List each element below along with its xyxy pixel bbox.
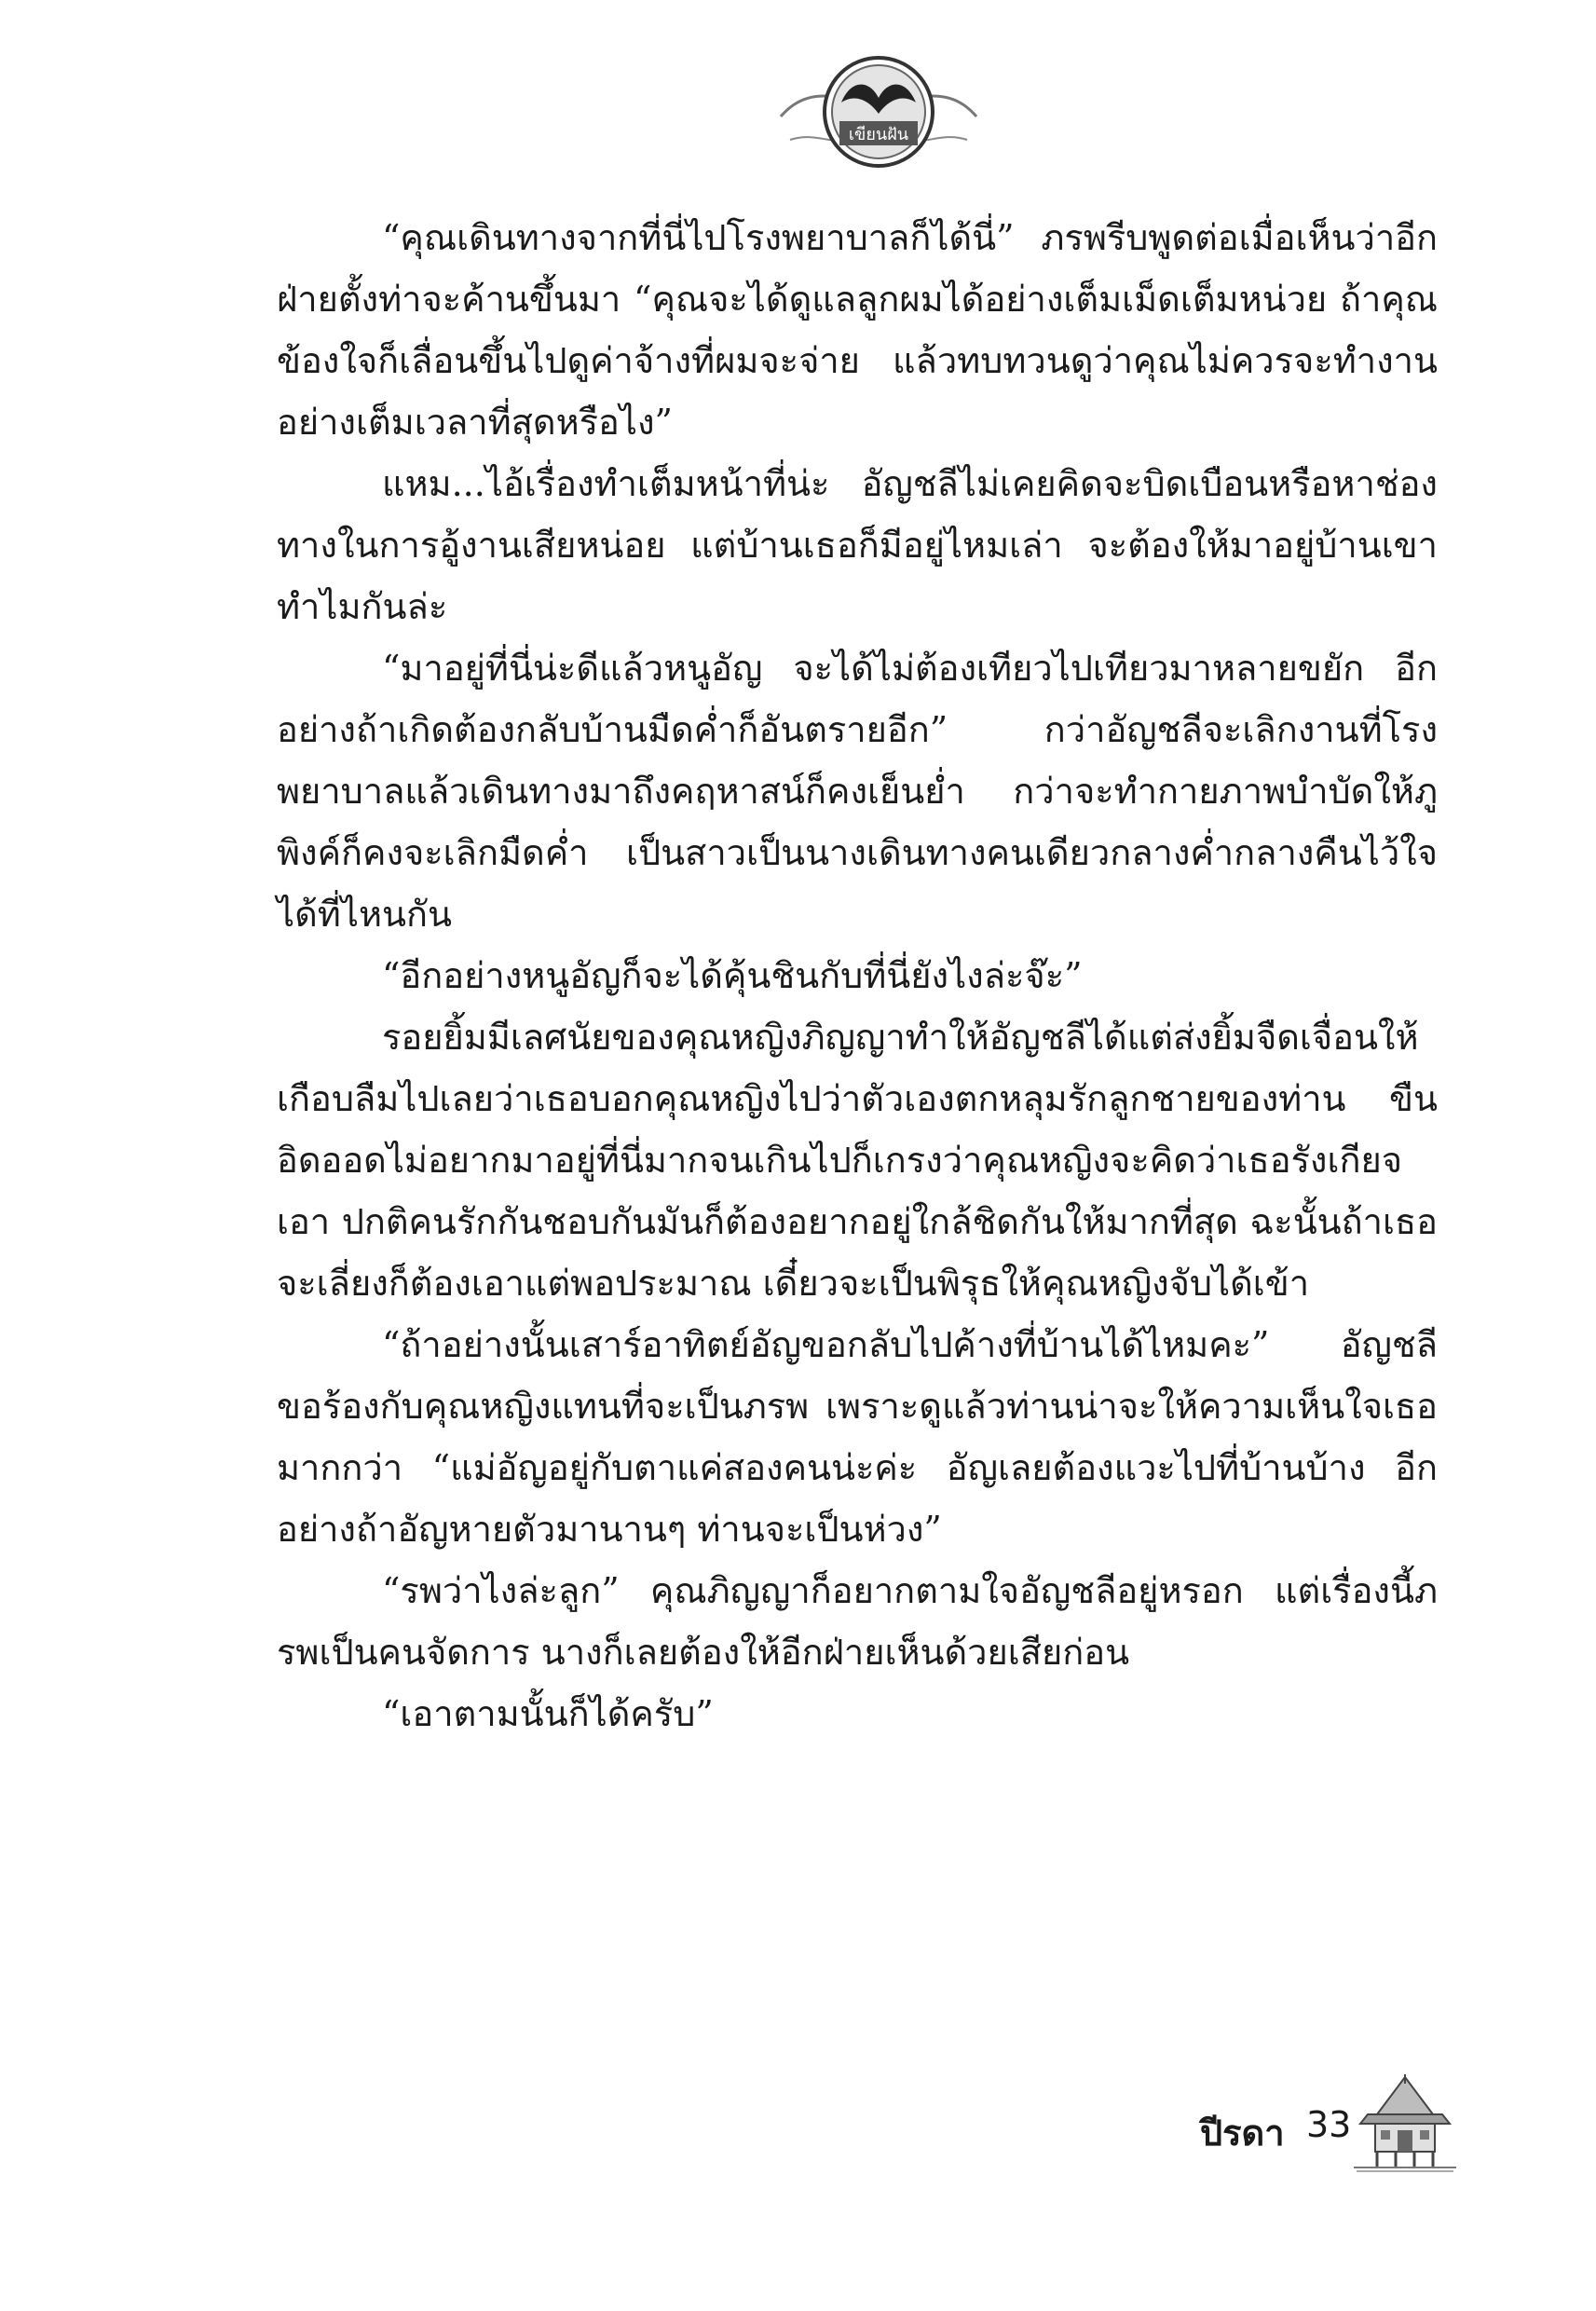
book-title: ปีรดา bbox=[1200, 2113, 1285, 2154]
paragraph: “เอาตามนั้นก็ได้ครับ” bbox=[382, 1693, 714, 1734]
svg-text:เขียนฝัน: เขียนฝัน bbox=[848, 125, 909, 144]
page-footer bbox=[1060, 2072, 1461, 2184]
paragraph: “รพว่าไงล่ะลูก” คุณภิญญาก็อยากตามใจอัญชลีอยู่หรอก แต่เรื่องนี้ภรพเป็นคนจัดการ นางก็เลยต้องให้อีกฝ่ายเห็นด้วยเสียก่อน bbox=[277, 1570, 1438, 1673]
paragraph: “คุณเดินทางจากที่นี่ไปโรงพยาบาลก็ได้นี่” ภรพรีบพูดต่อเมื่อเห็นว่าอีกฝ่ายตั้งท่าจะค้านขึ้นมา “คุณจะได้ดูแลลูกผมได้อย่างเต็มเม็ดเต็มหน่วย ถ้าคุณข้องใจก็เลื่อนขึ้นไปดูค่าจ้างที่ผมจะจ่าย แล้วทบทวนดูว่าคุณไม่ควรจะทำงานอย่างเต็มเวลาที่สุดหรือไง” bbox=[277, 217, 1438, 443]
header-emblem bbox=[762, 28, 995, 186]
page-number: 33 bbox=[1306, 2104, 1352, 2145]
paragraph: “มาอยู่ที่นี่น่ะดีแล้วหนูอัญ จะได้ไม่ต้องเทียวไปเทียวมาหลายขยัก อีกอย่างถ้าเกิดต้องกลับบ้านมืดค่ำก็อันตรายอีก” กว่าอัญชลีจะเลิกงานที่โรงพยาบาลแล้วเดินทางมาถึงคฤหาสน์ก็คงเย็นย่ำ กว่าจะทำกายภาพบำบัดให้ภูพิงค์ก็คงจะเลิกมืดค่ำ เป็นสาวเป็นนางเดินทางคนเดียวกลางค่ำกลางคืนไว้ใจได้ที่ไหนกัน bbox=[277, 648, 1438, 935]
story-text bbox=[277, 207, 1438, 1744]
emblem-icon bbox=[762, 28, 995, 186]
paragraph: รอยยิ้มมีเลศนัยของคุณหญิงภิญญาทำให้อัญชลีได้แต่ส่งยิ้มจืดเจื่อนให้ เกือบลืมไปเลยว่าเธอบอกคุณหญิงไปว่าตัวเองตกหลุมรักลูกชายของท่าน ขืนอิดออดไม่อยากมาอยู่ที่นี่มากจนเกินไปก็เกรงว่าคุณหญิงจะคิดว่าเธอรังเกียจเอา ปกติคนรักกันชอบกันมันก็ต้องอยากอยู่ใกล้ชิดกันให้มากที่สุด ฉะนั้นถ้าเธอจะเลี่ยงก็ต้องเอาแต่พอประมาณ เดี๋ยวจะเป็นพิรุธให้คุณหญิงจับได้เข้า bbox=[277, 1017, 1438, 1304]
paragraph: “อีกอย่างหนูอัญก็จะได้คุ้นชินกับที่นี่ยังไงล่ะจ๊ะ” bbox=[382, 955, 1083, 996]
paragraph: แหม...ไอ้เรื่องทำเต็มหน้าที่น่ะ อัญชลีไม่เคยคิดจะบิดเบือนหรือหาช่องทางในการอู้งานเสียหน่อย แต่บ้านเธอก็มีอยู่ไหมเล่า จะต้องให้มาอยู่บ้านเขาทำไมกันล่ะ bbox=[277, 463, 1438, 627]
thai-house-icon bbox=[1349, 2072, 1461, 2175]
paragraph: “ถ้าอย่างนั้นเสาร์อาทิตย์อัญขอกลับไปค้างที่บ้านได้ไหมคะ” อัญชลีขอร้องกับคุณหญิงแทนที่จะเป็นภรพ เพราะดูแล้วท่านน่าจะให้ความเห็นใจเธอมากกว่า “แม่อัญอยู่กับตาแค่สองคนน่ะค่ะ อัญเลยต้องแวะไปที่บ้านบ้าง อีกอย่างถ้าอัญหายตัวมานานๆ ท่านจะเป็นห่วง” bbox=[277, 1324, 1438, 1550]
